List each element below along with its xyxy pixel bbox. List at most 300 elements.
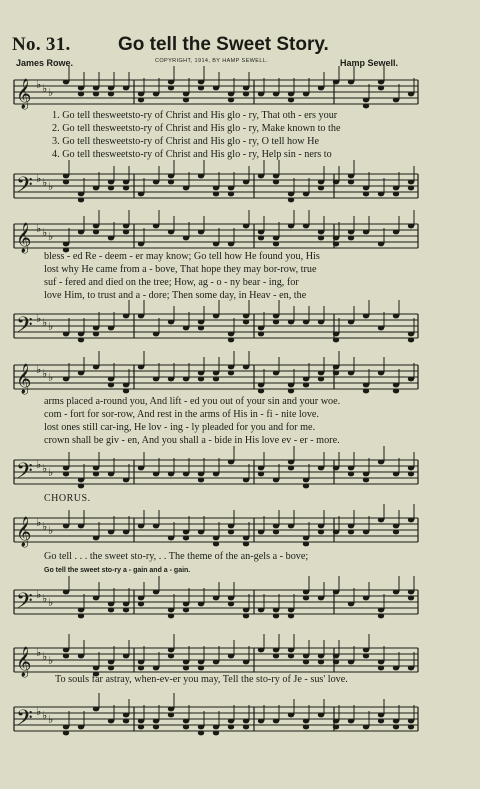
note-head (168, 230, 174, 235)
note-head (243, 320, 249, 325)
note-head (363, 192, 369, 197)
note-head (78, 332, 84, 337)
verse-1-line-2: bless - ed Re - deem - er may know; Go tell how He found you, His (44, 251, 320, 262)
note-head (63, 472, 69, 477)
note-head (228, 92, 234, 97)
note-head (228, 242, 234, 247)
bass-staff-1 (0, 162, 480, 212)
note-head (183, 725, 189, 730)
bass-clef-icon: 𝄢 (16, 459, 33, 488)
note-head (348, 719, 354, 724)
flat-icon: ♭ (48, 525, 54, 537)
note-head (273, 92, 279, 97)
note-head (393, 98, 399, 103)
flat-icon: ♭ (48, 714, 54, 726)
chorus-line-1: Go tell . . . the sweet sto-ry, . . The theme of the an-gels a - bove; (44, 551, 309, 562)
note-head (243, 365, 249, 370)
note-head (183, 377, 189, 382)
note-head (258, 230, 264, 235)
flat-icon: ♭ (36, 79, 42, 91)
note-head (153, 590, 159, 595)
note-head (393, 230, 399, 235)
note-head (93, 224, 99, 229)
flat-icon: ♭ (36, 517, 42, 529)
note-head (288, 713, 294, 718)
note-head (228, 524, 234, 529)
note-head (138, 466, 144, 471)
hymn-number: No. 31. (12, 34, 71, 55)
note-head (273, 608, 279, 613)
note-head (303, 654, 309, 659)
verse-2-line-2: lost why He came from a - bove, That hope they may bor-row, true (44, 264, 317, 275)
note-head (363, 596, 369, 601)
note-head (78, 86, 84, 91)
note-head (363, 104, 369, 109)
note-head (183, 536, 189, 541)
note-head (213, 472, 219, 477)
flat-icon: ♭ (36, 364, 42, 376)
note-head (303, 536, 309, 541)
note-head (93, 326, 99, 331)
note-head (363, 383, 369, 388)
note-head (288, 389, 294, 394)
note-head (228, 654, 234, 659)
note-head (63, 590, 69, 595)
flat-icon: ♭ (36, 589, 42, 601)
note-head (213, 192, 219, 197)
note-head (258, 389, 264, 394)
note-head (243, 92, 249, 97)
note-head (93, 472, 99, 477)
note-head (168, 608, 174, 613)
note-head (243, 660, 249, 665)
note-head (138, 596, 144, 601)
flat-icon: ♭ (42, 368, 48, 380)
note-head (273, 530, 279, 535)
note-head (198, 602, 204, 607)
note-head (183, 98, 189, 103)
note-head (93, 536, 99, 541)
note-head (108, 86, 114, 91)
note-head (63, 524, 69, 529)
note-head (258, 332, 264, 337)
note-head (93, 707, 99, 712)
bass-staff-3 (0, 448, 480, 498)
note-head (123, 180, 129, 185)
flat-icon: ♭ (42, 83, 48, 95)
note-head (303, 660, 309, 665)
flat-icon: ♭ (48, 372, 54, 384)
note-head (138, 602, 144, 607)
note-head (168, 180, 174, 185)
bass-clef-icon: 𝄢 (16, 589, 33, 618)
note-head (153, 725, 159, 730)
note-head (78, 92, 84, 97)
note-head (258, 608, 264, 613)
note-head (378, 86, 384, 91)
note-head (363, 478, 369, 483)
note-head (123, 86, 129, 91)
note-head (198, 377, 204, 382)
note-head (213, 242, 219, 247)
note-head (183, 719, 189, 724)
note-head (258, 466, 264, 471)
note-head (228, 338, 234, 343)
note-head (348, 466, 354, 471)
note-head (363, 98, 369, 103)
note-head (243, 478, 249, 483)
note-head (273, 180, 279, 185)
note-head (333, 719, 339, 724)
note-head (213, 536, 219, 541)
note-head (378, 713, 384, 718)
note-head (168, 648, 174, 653)
note-head (333, 654, 339, 659)
hymn-title: Go tell the Sweet Story. (118, 34, 329, 55)
note-head (213, 314, 219, 319)
note-head (303, 725, 309, 730)
note-head (273, 648, 279, 653)
note-head (108, 602, 114, 607)
note-head (258, 236, 264, 241)
note-head (333, 365, 339, 370)
note-head (138, 242, 144, 247)
flat-icon: ♭ (36, 459, 42, 471)
note-head (228, 192, 234, 197)
flat-icon: ♭ (36, 647, 42, 659)
verse-4-line-1: 4. Go tell thesweetsto-ry of Christ and His glo - ry, Help sin - ners to (52, 149, 332, 160)
note-head (78, 192, 84, 197)
note-head (138, 666, 144, 671)
note-head (288, 320, 294, 325)
note-head (63, 377, 69, 382)
note-head (288, 614, 294, 619)
flat-icon: ♭ (48, 467, 54, 479)
note-head (273, 242, 279, 247)
flat-icon: ♭ (42, 463, 48, 475)
note-head (393, 725, 399, 730)
note-head (153, 524, 159, 529)
flat-icon: ♭ (42, 521, 48, 533)
note-head (213, 596, 219, 601)
note-head (273, 236, 279, 241)
note-head (288, 608, 294, 613)
note-head (138, 660, 144, 665)
note-head (303, 320, 309, 325)
note-head (333, 242, 339, 247)
note-head (303, 719, 309, 724)
bass-clef-icon: 𝄢 (16, 313, 33, 342)
note-head (333, 590, 339, 595)
note-head (258, 326, 264, 331)
note-head (108, 472, 114, 477)
note-head (78, 338, 84, 343)
note-head (318, 377, 324, 382)
note-head (258, 472, 264, 477)
note-head (168, 614, 174, 619)
note-head (153, 719, 159, 724)
note-head (108, 383, 114, 388)
note-head (288, 383, 294, 388)
note-head (273, 478, 279, 483)
note-head (258, 719, 264, 724)
note-head (228, 602, 234, 607)
note-head (348, 472, 354, 477)
note-head (363, 230, 369, 235)
note-head (318, 524, 324, 529)
note-head (333, 338, 339, 343)
note-head (63, 466, 69, 471)
note-head (153, 224, 159, 229)
treble-clef-icon: 𝄞 (16, 647, 32, 676)
note-head (63, 725, 69, 730)
note-head (93, 666, 99, 671)
note-head (363, 389, 369, 394)
note-head (318, 660, 324, 665)
note-head (243, 719, 249, 724)
note-head (123, 224, 129, 229)
note-head (213, 86, 219, 91)
flat-icon: ♭ (48, 231, 54, 243)
note-head (408, 186, 414, 191)
note-head (318, 466, 324, 471)
note-head (333, 725, 339, 730)
note-head (318, 230, 324, 235)
note-head (63, 80, 69, 85)
note-head (288, 198, 294, 203)
note-head (408, 719, 414, 724)
flat-icon: ♭ (42, 710, 48, 722)
note-head (288, 648, 294, 653)
note-head (393, 590, 399, 595)
note-head (228, 186, 234, 191)
note-head (318, 530, 324, 535)
note-head (408, 666, 414, 671)
note-head (153, 180, 159, 185)
note-head (198, 326, 204, 331)
note-head (138, 524, 144, 529)
note-head (348, 602, 354, 607)
note-head (228, 725, 234, 730)
bass-staff-2 (0, 302, 480, 352)
note-head (363, 530, 369, 535)
note-head (288, 192, 294, 197)
note-head (408, 377, 414, 382)
flat-icon: ♭ (48, 87, 54, 99)
note-head (243, 608, 249, 613)
note-head (348, 660, 354, 665)
note-head (303, 596, 309, 601)
note-head (123, 314, 129, 319)
note-head (123, 719, 129, 724)
note-head (108, 186, 114, 191)
note-head (198, 371, 204, 376)
note-head (108, 666, 114, 671)
note-head (378, 608, 384, 613)
note-head (228, 719, 234, 724)
note-head (168, 320, 174, 325)
note-head (243, 536, 249, 541)
note-head (198, 86, 204, 91)
note-head (78, 230, 84, 235)
note-head (78, 478, 84, 483)
note-head (93, 365, 99, 370)
note-head (408, 590, 414, 595)
note-head (318, 86, 324, 91)
note-head (108, 377, 114, 382)
note-head (348, 320, 354, 325)
note-head (123, 602, 129, 607)
note-head (198, 230, 204, 235)
note-head (408, 472, 414, 477)
flat-icon: ♭ (42, 227, 48, 239)
note-head (378, 518, 384, 523)
note-head (288, 524, 294, 529)
note-head (123, 383, 129, 388)
note-head (168, 174, 174, 179)
note-head (303, 92, 309, 97)
note-head (333, 332, 339, 337)
note-head (213, 186, 219, 191)
treble-clef-icon: 𝄞 (16, 364, 32, 393)
note-head (63, 180, 69, 185)
note-head (63, 332, 69, 337)
note-head (408, 518, 414, 523)
note-head (123, 713, 129, 718)
chorus-line-1-echo: Go tell the sweet sto-ry a - gain and a - gain. (44, 567, 191, 574)
flat-icon: ♭ (48, 181, 54, 193)
note-head (243, 725, 249, 730)
note-head (243, 224, 249, 229)
note-head (123, 608, 129, 613)
note-head (213, 542, 219, 547)
note-head (288, 460, 294, 465)
verse-4-line-3: crown shall be giv - en, And you shall a - bide in His love ev - er - more. (44, 435, 340, 446)
note-head (168, 86, 174, 91)
bass-clef-icon: 𝄢 (16, 173, 33, 202)
note-head (63, 731, 69, 736)
note-head (303, 383, 309, 388)
note-head (378, 666, 384, 671)
note-head (93, 186, 99, 191)
note-head (168, 707, 174, 712)
note-head (213, 660, 219, 665)
note-head (183, 608, 189, 613)
note-head (78, 608, 84, 613)
bass-staff-5 (0, 695, 480, 745)
verse-3-line-3: lost ones still car-ing, He lov - ing - ly pleaded for you and for me. (44, 422, 316, 433)
flat-icon: ♭ (36, 706, 42, 718)
note-head (333, 466, 339, 471)
note-head (303, 590, 309, 595)
note-head (243, 314, 249, 319)
note-head (153, 666, 159, 671)
note-head (243, 86, 249, 91)
note-head (333, 371, 339, 376)
note-head (393, 524, 399, 529)
treble-clef-icon: 𝄞 (16, 79, 32, 108)
composer-credit: Hamp Sewell. (340, 58, 399, 68)
note-head (138, 98, 144, 103)
note-head (63, 654, 69, 659)
note-head (198, 731, 204, 736)
note-head (213, 377, 219, 382)
note-head (183, 530, 189, 535)
note-head (273, 320, 279, 325)
note-head (108, 326, 114, 331)
note-head (78, 654, 84, 659)
note-head (183, 602, 189, 607)
note-head (258, 92, 264, 97)
note-head (303, 478, 309, 483)
note-head (408, 466, 414, 471)
note-head (318, 236, 324, 241)
note-head (108, 180, 114, 185)
flat-icon: ♭ (36, 313, 42, 325)
note-head (378, 326, 384, 331)
note-head (123, 478, 129, 483)
note-head (228, 98, 234, 103)
note-head (63, 174, 69, 179)
note-head (363, 472, 369, 477)
note-head (198, 174, 204, 179)
copyright-notice: COPYRIGHT, 1914, BY HAMP SEWELL. (155, 58, 269, 64)
note-head (348, 236, 354, 241)
note-head (228, 332, 234, 337)
note-head (168, 472, 174, 477)
note-head (198, 666, 204, 671)
note-head (273, 371, 279, 376)
note-head (288, 92, 294, 97)
flat-icon: ♭ (36, 173, 42, 185)
note-head (393, 186, 399, 191)
note-head (348, 530, 354, 535)
note-head (153, 332, 159, 337)
note-head (183, 186, 189, 191)
bass-clef-icon: 𝄢 (16, 706, 33, 735)
note-head (273, 524, 279, 529)
note-head (393, 719, 399, 724)
note-head (123, 186, 129, 191)
treble-clef-icon: 𝄞 (16, 223, 32, 252)
note-head (318, 186, 324, 191)
note-head (78, 198, 84, 203)
verse-2-line-1: 2. Go tell thesweetsto-ry of Christ and His glo - ry, Make known to the (52, 123, 341, 134)
note-head (213, 371, 219, 376)
note-head (108, 236, 114, 241)
note-head (378, 719, 384, 724)
note-head (198, 530, 204, 535)
chorus-line-2: To souls far astray, when-ev-er you may, Tell the sto-ry of Je - sus' love. (55, 674, 348, 685)
note-head (273, 314, 279, 319)
note-head (318, 320, 324, 325)
note-head (378, 192, 384, 197)
note-head (93, 332, 99, 337)
note-head (363, 725, 369, 730)
flat-icon: ♭ (36, 223, 42, 235)
note-head (393, 389, 399, 394)
note-head (243, 180, 249, 185)
note-head (303, 484, 309, 489)
note-head (93, 596, 99, 601)
treble-staff-4 (0, 506, 480, 556)
note-head (93, 92, 99, 97)
note-head (258, 648, 264, 653)
note-head (78, 614, 84, 619)
note-head (138, 314, 144, 319)
note-head (408, 338, 414, 343)
note-head (138, 192, 144, 197)
